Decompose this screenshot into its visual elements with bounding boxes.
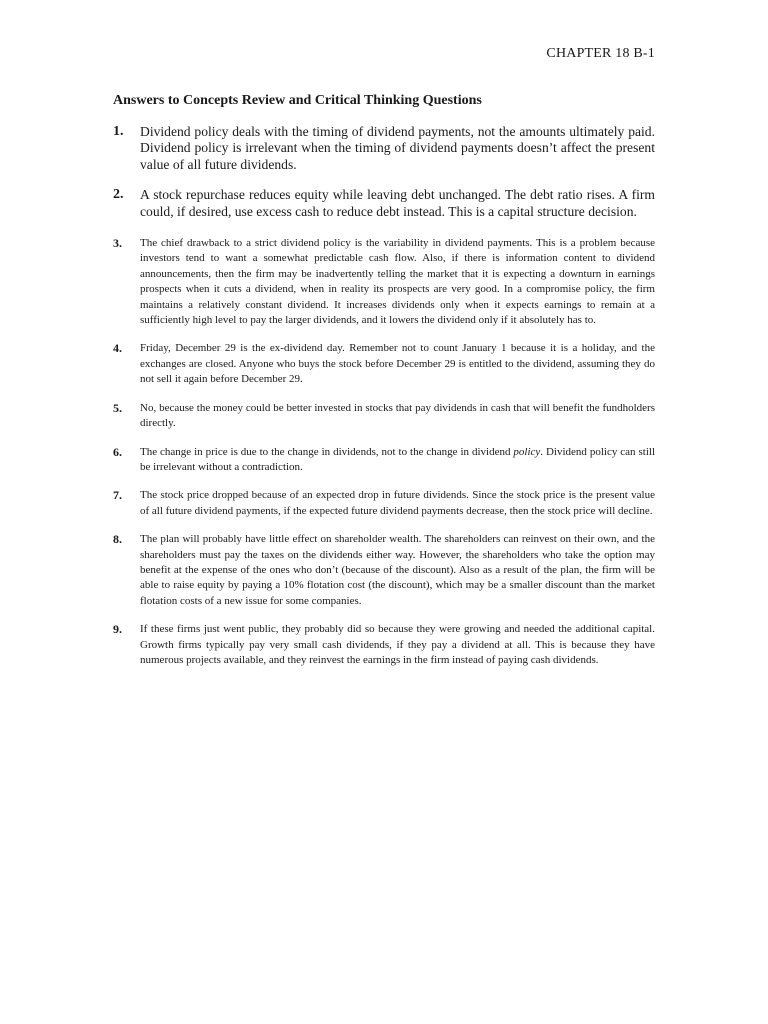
answer-text: The chief drawback to a strict dividend policy is the variability in dividend payments. This is a problem because investors tend to want a somewhat predictable cash flow. Also, if there is information content to dividend announcements, then the firm may be inadvertently telling the market that it is expecting a downturn in earnings prospects when it cuts a dividend, when in reality its prospects are very good. In a compromise policy, the firm maintains a relatively constant dividend. It increases dividends only when it expects earnings to remain at a sufficiently high level to pay the larger dividends, and it lowers the dividend only if it absolutely has to. xyxy=(140,237,655,327)
answer-number: 2. xyxy=(113,187,124,203)
answer-number: 3. xyxy=(113,236,122,251)
answer-text: The stock price dropped because of an expected drop in future dividends. Since the stock price is the present value of all future dividend payments, if the expected future dividend payments decrease, then the stock price will decline. xyxy=(140,489,655,517)
answer-text xyxy=(140,445,655,476)
answer-item-1 xyxy=(113,124,655,173)
answer-text: If these firms just went public, they probably did so because they were growing and needed the additional capital. Growth firms typically pay very small cash dividends, if they pay a dividend at all. This is because they have numerous projects available, and they reinvest the earnings in the firm instead of paying cash dividends. xyxy=(140,623,655,666)
answer-number: 4. xyxy=(113,341,122,356)
answer-item-6 xyxy=(113,445,655,476)
answer-number: 6. xyxy=(113,444,122,459)
answer-item-3 xyxy=(113,236,655,328)
section-title: Answers to Concepts Review and Critical Thinking Questions xyxy=(113,93,482,108)
answer-number: 9. xyxy=(113,622,122,637)
answer-number: 5. xyxy=(113,400,122,415)
answer-item-4 xyxy=(113,341,655,387)
answer-text: Friday, December 29 is the ex-dividend day. Remember not to count January 1 because it is a holiday, and the exchanges are closed. Anyone who buys the stock before December 29 is entitled to the dividend, assuming they do not sell it again before December 29. xyxy=(140,342,655,386)
answer-text: Dividend policy deals with the timing of dividend payments, not the amounts ultimately paid. Dividend policy is irrelevant when the timing of dividend payments doesn’t affect the present value of all future dividends. xyxy=(140,124,655,172)
answer-text-end: . Dividend policy can still be irrelevant without a contradiction. xyxy=(140,445,655,473)
answer-number: 1. xyxy=(113,124,124,139)
answer-list xyxy=(113,124,655,681)
running-head: CHAPTER 18 B-1 xyxy=(546,46,655,61)
answer-text-start: The change in price is due to the change in dividends, not to the change in dividend xyxy=(140,445,514,458)
answer-number: 8. xyxy=(113,532,122,547)
answer-text: A stock repurchase reduces equity while leaving debt unchanged. The debt ratio rises. A firm could, if desired, use excess cash to reduce debt instead. This is a capital structure decision. xyxy=(140,187,655,219)
answer-text: No, because the money could be better invested in stocks that pay dividends in cash that will benefit the fundholders directly. xyxy=(140,401,655,430)
answer-item-9 xyxy=(113,622,655,668)
answer-number: 7. xyxy=(113,488,122,503)
answer-text-emphasis: policy xyxy=(513,445,541,458)
answer-item-5 xyxy=(113,401,655,432)
answer-text: The plan will probably have little effect on shareholder wealth. The shareholders can reinvest on their own, and the shareholders must pay the taxes on the dividends either way. However, the shareholders who take the option may benefit at the expense of the ones who don’t (because of the discount). Also as a result of the plan, the firm will be able to raise equity by paying a 10% flotation cost (the discount), which may be a smaller discount than the market flotation costs of a new issue for some companies. xyxy=(140,533,655,607)
answer-item-2 xyxy=(113,187,655,220)
answer-item-7 xyxy=(113,488,655,519)
answer-item-8 xyxy=(113,532,655,609)
